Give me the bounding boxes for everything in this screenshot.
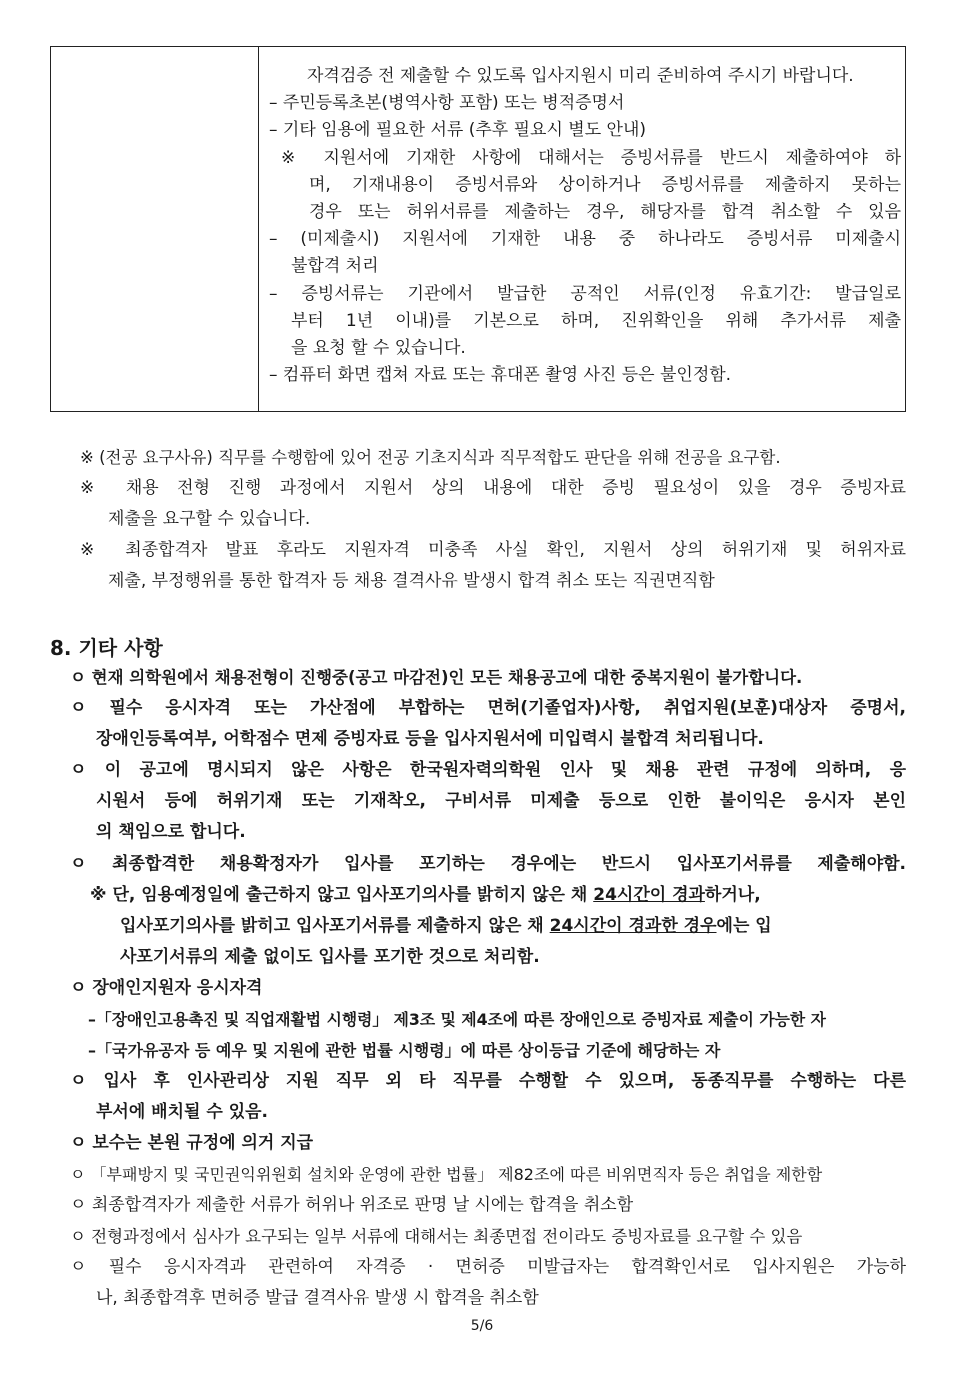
withdraw-note-text: 에는 입: [716, 916, 772, 936]
item-required-cont: 장애인등록여부, 어학점수 면제 증빙자료 등을 입사지원서에 미입력시 불합격 처리됩니다.: [96, 729, 764, 749]
disabled-criteria-2: –「국가유공자 등 예우 및 지원에 관한 법률 시행령」에 따른 상이등급 기준에 해당하는 자: [88, 1041, 721, 1060]
table-line: 자격검증 전 제출할 수 있도록 입사지원시 미리 준비하여 주시기 바랍니다.: [307, 66, 854, 86]
table-line: ※ 지원서에 기재한 사항에 대해서는 증빙서류를 반드시 제출하여야 하: [281, 147, 901, 168]
item-assignment: ㅇ 입사 후 인사관리상 지원 직무 외 타 직무를 수행할 수 있으며, 동종직무를 수행하는 다른: [70, 1071, 906, 1091]
table-line: – 증빙서류는 기관에서 발급한 공적인 서류(인정 유효기간: 발급일로: [269, 283, 901, 304]
item-license-cont: 나, 최종합격후 면허증 발급 결격사유 발생 시 합격을 취소함: [96, 1288, 539, 1308]
requirements-table: [50, 46, 906, 412]
item-license: ㅇ 필수 응시자격과 관련하여 자격증 · 면허증 미발급자는 합격확인서로 입사지원은 가능하: [70, 1257, 906, 1277]
withdraw-note-underline: 24시간이 경과한 경우: [549, 916, 717, 936]
table-line: 불합격 처리: [291, 256, 379, 277]
table-line: – 주민등록초본(병역사항 포함) 또는 병적증명서: [269, 93, 625, 114]
item-anti-corruption: ㅇ 「부패방지 및 국민권익위원회 설치와 운영에 관한 법률」 제82조에 따른 비위면직자 등은 취업을 제한함: [70, 1165, 823, 1184]
withdraw-note-line3: 사포기서류의 제출 없이도 입사를 포기한 것으로 처리함.: [120, 947, 540, 967]
withdraw-note-text: 하거나,: [704, 885, 761, 905]
table-line: – 기타 임용에 필요한 서류 (추후 필요시 별도 안내): [269, 120, 647, 141]
table-line: 부터 1년 이내)를 기본으로 하며, 진위확인을 위해 추가서류 제출: [291, 310, 901, 331]
withdraw-note-text: ※ 단, 임용예정일에 출근하지 않고 입사포기의사를 밝히지 않은 채: [90, 885, 594, 905]
withdraw-note-text: 입사포기의사를 밝히고 입사포기서류를 제출하지 않은 채: [120, 916, 550, 936]
withdraw-note-line2: [120, 911, 906, 942]
table-line: 경우 또는 허위서류를 제출하는 경우, 해당자를 합격 취소할 수 있음: [309, 202, 901, 223]
note-major-requirement: ※ (전공 요구사유) 직무를 수행함에 있어 전공 기초지식과 직무적합도 판단을 위해 전공을 요구함.: [80, 448, 781, 467]
table-line: – 컴퓨터 화면 캡쳐 자료 또는 휴대폰 촬영 사진 등은 불인정함.: [269, 365, 732, 386]
table-line: 을 요청 할 수 있습니다.: [291, 338, 466, 359]
item-disabled: ㅇ 장애인지원자 응시자격: [70, 978, 263, 998]
note-evidence: ※ 채용 전형 진행 과정에서 지원서 상의 내용에 대한 증빙 필요성이 있을 경우 증빙자료: [80, 478, 906, 498]
item-required: ㅇ 필수 응시자격 또는 가산점에 부합하는 면허(기졸업자)사항, 취업지원(보훈)대상자 증명서,: [70, 698, 906, 718]
item-regulation: ㅇ 이 공고에 명시되지 않은 사항은 한국원자력의학원 인사 및 채용 관련 규정에 의하며, 응: [70, 760, 906, 780]
table-cell-documents: [269, 63, 901, 389]
item-duplicate: ㅇ 현재 의학원에서 채용전형이 진행중(공고 마감전)인 모든 채용공고에 대한 중복지원이 불가합니다.: [70, 668, 803, 687]
table-line: – (미제출시) 지원서에 기재한 내용 중 하나라도 증빙서류 미제출시: [269, 229, 901, 250]
page-number: 5/6: [470, 1318, 494, 1334]
item-assignment-cont: 부서에 배치될 수 있음.: [96, 1102, 269, 1122]
item-withdraw: ㅇ 최종합격한 채용확정자가 입사를 포기하는 경우에는 반드시 입사포기서류를 제출해야함.: [70, 854, 906, 874]
table-divider: [258, 47, 259, 411]
note-cancel: ※ 최종합격자 발표 후라도 지원자격 미충족 사실 확인, 지원서 상의 허위기재 및 허위자료: [80, 540, 906, 560]
disabled-criteria-1: –「장애인고용촉진 및 직업재활법 시행령」 제3조 및 제4조에 따른 장애인으로 증빙자료 제출이 가능한 자: [88, 1010, 826, 1029]
withdraw-note-underline: 24시간이 경과: [593, 885, 705, 905]
withdraw-note-line1: [90, 880, 906, 911]
item-regulation-cont2: 의 책임으로 합니다.: [96, 822, 246, 842]
section-8-title: 8. 기타 사항: [50, 636, 163, 660]
item-salary: ㅇ 보수는 본원 규정에 의거 지급: [70, 1133, 314, 1153]
table-line: 며, 기재내용이 증빙서류와 상이하거나 증빙서류를 제출하지 못하는: [309, 174, 901, 195]
item-review: ㅇ 전형과정에서 심사가 요구되는 일부 서류에 대해서는 최종면접 전이라도 증빙자료를 요구할 수 있음: [70, 1227, 803, 1246]
note-evidence-cont: 제출을 요구할 수 있습니다.: [108, 509, 311, 529]
item-forgery: ㅇ 최종합격자가 제출한 서류가 허위나 위조로 판명 날 시에는 합격을 취소함: [70, 1195, 634, 1215]
item-regulation-cont: 시원서 등에 허위기재 또는 기재착오, 구비서류 미제출 등으로 인한 불이익은 응시자 본인: [96, 791, 906, 811]
note-cancel-cont: 제출, 부정행위를 통한 합격자 등 채용 결격사유 발생시 합격 취소 또는 직권면직함: [108, 571, 715, 591]
